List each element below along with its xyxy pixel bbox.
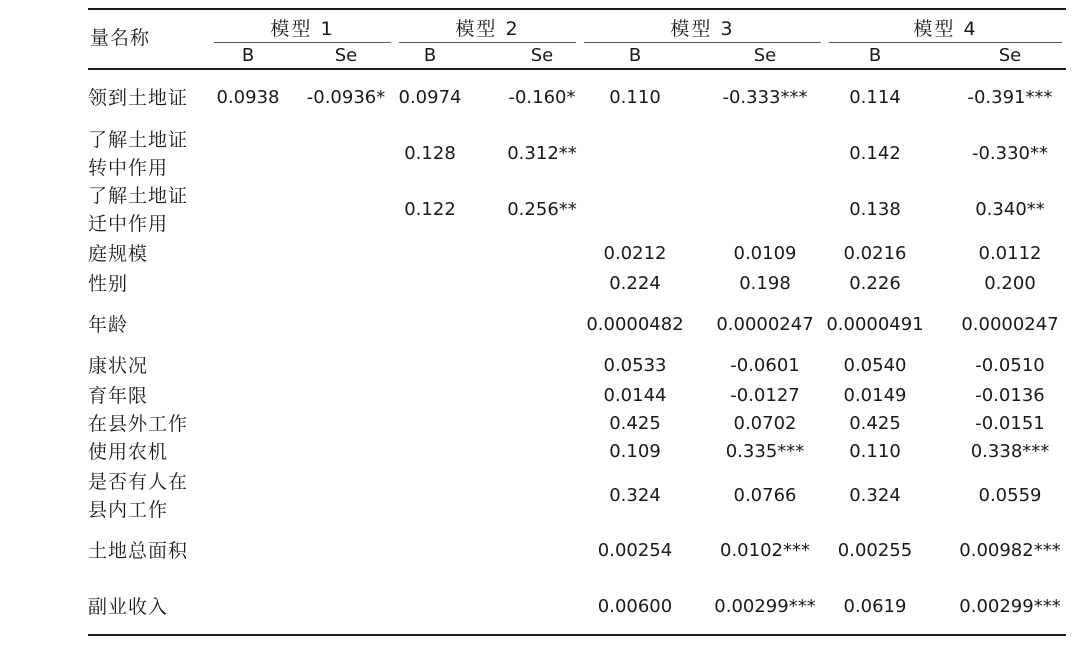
- table-cell: 0.0938: [216, 87, 280, 108]
- table-cell: 0.0619: [843, 596, 907, 617]
- table-cell: 0.138: [849, 199, 901, 220]
- table-cell: 0.340**: [975, 199, 1045, 220]
- header-rule: [88, 68, 1066, 70]
- sub-header: B: [868, 44, 882, 66]
- table-cell: 0.425: [849, 413, 901, 434]
- bottom-rule: [88, 634, 1066, 636]
- table-cell: 0.00299***: [714, 596, 816, 617]
- table-cell: 0.0000482: [586, 314, 684, 335]
- row-label: 副业收入: [88, 596, 169, 618]
- table-cell: 0.142: [849, 143, 901, 164]
- sub-header: Se: [753, 44, 777, 66]
- row-label: 是否有人在 县内工作: [88, 471, 189, 521]
- row-label: 康状况: [88, 355, 149, 377]
- sub-header: B: [628, 44, 642, 66]
- row-label: 庭规模: [88, 243, 149, 265]
- sub-header: Se: [334, 44, 358, 66]
- top-rule: [88, 8, 1066, 10]
- table-cell: 0.324: [609, 485, 661, 506]
- variable-name-header: 量名称: [90, 27, 151, 49]
- table-cell: 0.256**: [507, 199, 577, 220]
- table-cell: 0.0109: [733, 243, 797, 264]
- table-cell: -0.0136: [975, 385, 1045, 406]
- table-cell: -0.333***: [722, 87, 808, 108]
- table-cell: 0.0702: [733, 413, 797, 434]
- row-label: 了解土地证 转中作用: [88, 129, 189, 179]
- table-cell: 0.425: [609, 413, 661, 434]
- sub-header: Se: [998, 44, 1022, 66]
- row-label: 在县外工作: [88, 413, 189, 435]
- table-cell: 0.122: [404, 199, 456, 220]
- table-cell: 0.0144: [603, 385, 667, 406]
- table-cell: 0.00299***: [959, 596, 1061, 617]
- table-cell: 0.0212: [603, 243, 667, 264]
- table-cell: 0.224: [609, 273, 661, 294]
- table-cell: 0.0766: [733, 485, 797, 506]
- table-cell: -0.0601: [730, 355, 800, 376]
- table-cell: -0.0936*: [306, 87, 386, 108]
- table-cell: 0.110: [849, 441, 901, 462]
- sub-header: B: [241, 44, 255, 66]
- row-label: 使用农机: [88, 441, 169, 463]
- sub-header: B: [423, 44, 437, 66]
- table-cell: 0.0112: [978, 243, 1042, 264]
- table-cell: 0.0000247: [961, 314, 1059, 335]
- table-cell: 0.0540: [843, 355, 907, 376]
- table-cell: 0.114: [849, 87, 901, 108]
- table-cell: 0.00982***: [959, 540, 1061, 561]
- table-cell: 0.00254: [597, 540, 673, 561]
- model-header: 模型 4: [913, 17, 978, 40]
- table-cell: 0.0216: [843, 243, 907, 264]
- table-cell: 0.0559: [978, 485, 1042, 506]
- table-cell: 0.335***: [725, 441, 805, 462]
- table-cell: 0.324: [849, 485, 901, 506]
- table-cell: 0.200: [984, 273, 1036, 294]
- table-cell: 0.128: [404, 143, 456, 164]
- table-cell: 0.0102***: [720, 540, 810, 561]
- table-cell: 0.109: [609, 441, 661, 462]
- row-label: 年龄: [88, 314, 129, 336]
- table-cell: -0.0510: [975, 355, 1045, 376]
- table-cell: -0.330**: [971, 143, 1049, 164]
- table-cell: 0.00600: [597, 596, 673, 617]
- table-cell: -0.0127: [730, 385, 800, 406]
- model-header: 模型 3: [670, 17, 735, 40]
- table-cell: 0.0000491: [826, 314, 924, 335]
- table-cell: -0.160*: [508, 87, 576, 108]
- table-cell: 0.0533: [603, 355, 667, 376]
- table-cell: 0.110: [609, 87, 661, 108]
- table-cell: 0.312**: [507, 143, 577, 164]
- table-cell: 0.0000247: [716, 314, 814, 335]
- row-label: 性别: [88, 273, 129, 295]
- table-cell: 0.198: [739, 273, 791, 294]
- table-cell: 0.00255: [837, 540, 913, 561]
- table-cell: 0.0974: [398, 87, 462, 108]
- table-cell: -0.391***: [967, 87, 1053, 108]
- row-label: 了解土地证 迁中作用: [88, 185, 189, 235]
- sub-header: Se: [530, 44, 554, 66]
- row-label: 领到土地证: [88, 87, 189, 109]
- model-header: 模型 1: [270, 17, 335, 40]
- model-header: 模型 2: [455, 17, 520, 40]
- table-cell: 0.226: [849, 273, 901, 294]
- row-label: 育年限: [88, 385, 149, 407]
- table-cell: 0.0149: [843, 385, 907, 406]
- row-label: 土地总面积: [88, 540, 189, 562]
- table-cell: 0.338***: [970, 441, 1050, 462]
- table-cell: -0.0151: [975, 413, 1045, 434]
